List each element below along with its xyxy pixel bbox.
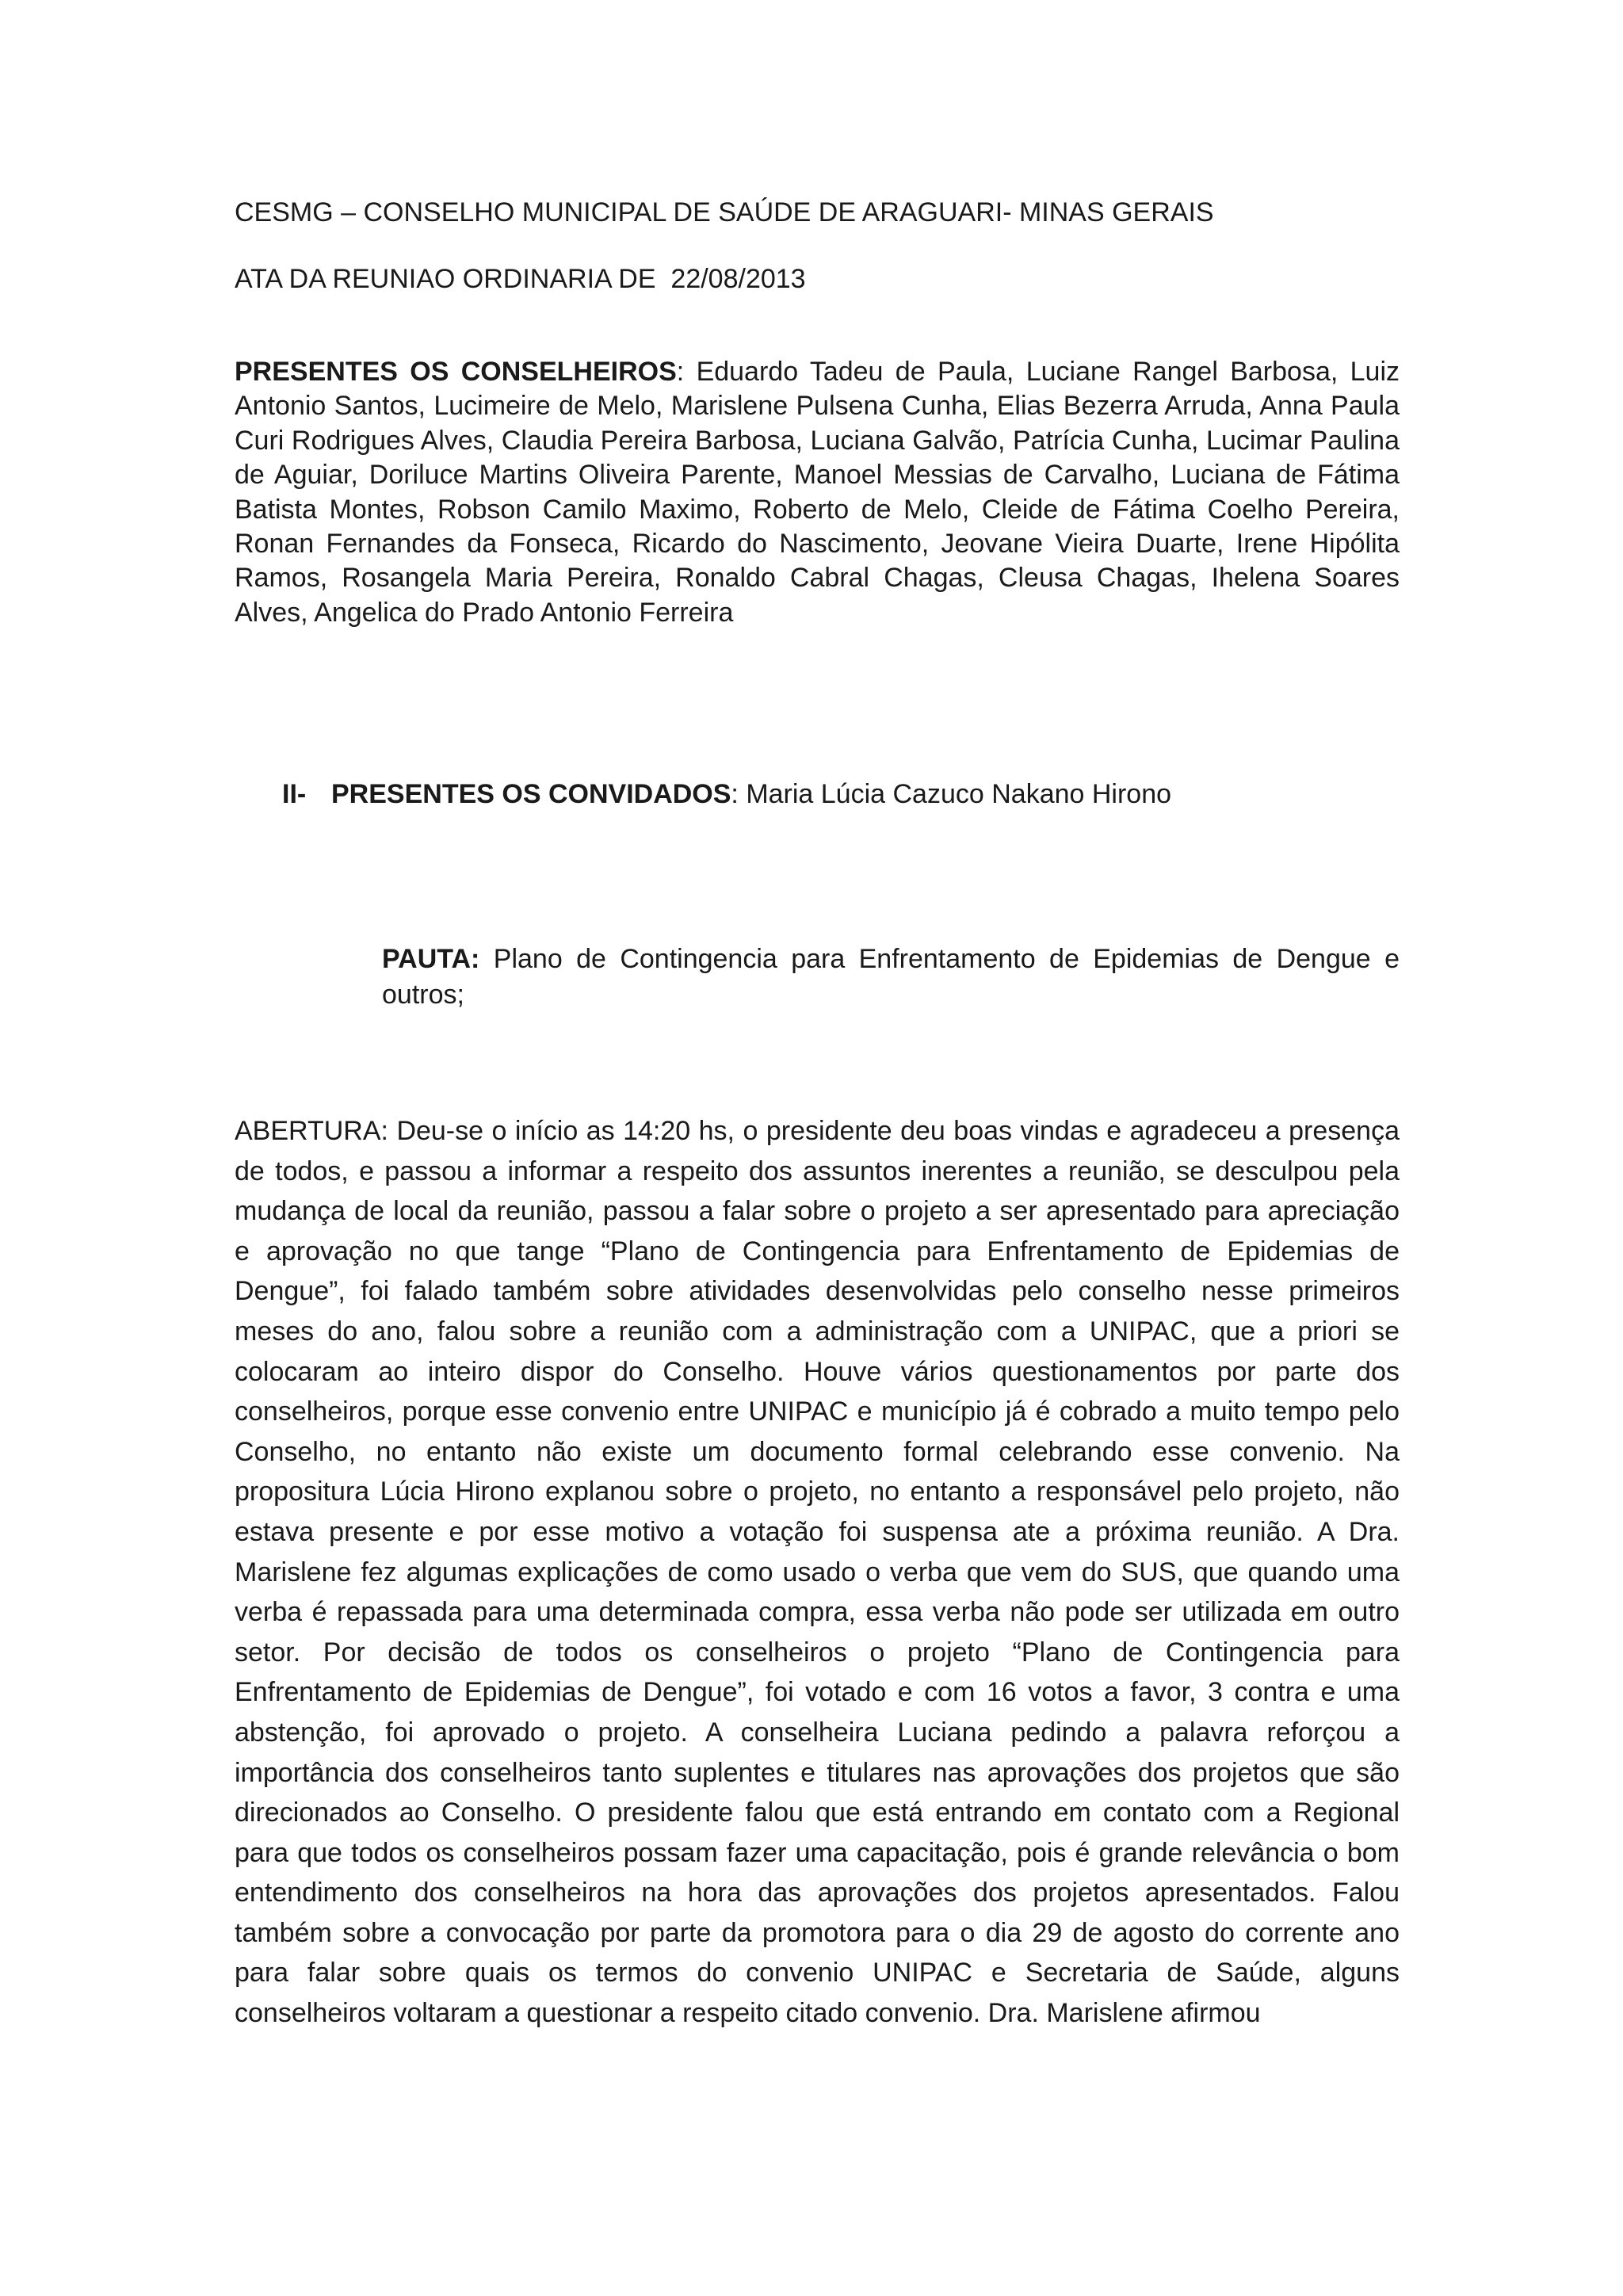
guests-list: : Maria Lúcia Cazuco Nakano Hirono xyxy=(731,779,1172,809)
councilors-label: PRESENTES OS CONSELHEIROS xyxy=(235,357,677,387)
guests-paragraph xyxy=(282,777,1392,812)
agenda-text: Plano de Contingencia para Enfrentamento de Epidemias de Dengue e outros; xyxy=(382,944,1400,1010)
agenda-paragraph xyxy=(382,942,1400,1013)
document-title: CESMG – CONSELHO MUNICIPAL DE SAÚDE DE ARAGUARI- MINAS GERAIS xyxy=(235,197,1214,227)
councilors-list: : Eduardo Tadeu de Paula, Luciane Rangel Barbosa, Luiz Antonio Santos, Lucimeire de Melo, Marislene Pulsena Cunha, Elias Bezerra Arruda, Anna Paula Curi Rodrigues Alves, Claudia Pereira Barbosa, Luciana Galvão, Patrícia Cunha, Lucimar Paulina de Aguiar, Doriluce Martins Oliveira Parente, Manoel Messias de Carvalho, Luciana de Fátima Batista Montes, Robson Camilo Maximo, Roberto de Melo, Cleide de Fátima Coelho Pereira, Ronan Fernandes da Fonseca, Ricardo do Nascimento, Jeovane Vieira Duarte, Irene Hipólita Ramos, Rosangela Maria Pereira, Ronaldo Cabral Chagas, Cleusa Chagas, Ihelena Soares Alves, Angelica do Prado Antonio Ferreira xyxy=(235,357,1400,628)
section-numeral: II- xyxy=(282,779,307,809)
councilors-paragraph xyxy=(235,355,1400,630)
opening-paragraph: ABERTURA: Deu-se o início as 14:20 hs, o presidente deu boas vindas e agradeceu a presença de todos, e passou a informar a respeito dos assuntos inerentes a reunião, se desculpou pela mudança de local da reunião, passou a falar sobre o projeto a ser apresentado para apreciação e aprovação no que tange “Plano de Contingencia para Enfrentamento de Epidemias de Dengue”, foi falado também sobre atividades desenvolvidas pelo conselho nesse primeiros meses do ano, falou sobre a reunião com a administração com a UNIPAC, que a priori se colocaram ao inteiro dispor do Conselho. Houve vários questionamentos por parte dos conselheiros, porque esse convenio entre UNIPAC e município já é cobrado a muito tempo pelo Conselho, no entanto não existe um documento formal celebrando esse convenio. Na propositura Lúcia Hirono explanou sobre o projeto, no entanto a responsável pelo projeto, não estava presente e por esse motivo a votação foi suspensa ate a próxima reunião. A Dra. Marislene fez algumas explicações de como usado o verba que vem do SUS, que quando uma verba é repassada para uma determinada compra, essa verba não pode ser utilizada em outro setor. Por decisão de todos os conselheiros o projeto “Plano de Contingencia para Enfrentamento de Epidemias de Dengue”, foi votado e com 16 votos a favor, 3 contra e uma abstenção, foi aprovado o projeto. A conselheira Luciana pedindo a palavra reforçou a importância dos conselheiros tanto suplentes e titulares nas aprovações dos projetos que são direcionados ao Conselho. O presidente falou que está entrando em contato com a Regional para que todos os conselheiros possam fazer uma capacitação, pois é grande relevância o bom entendimento dos conselheiros na hora das aprovações dos projetos apresentados. Falou também sobre a convocação por parte da promotora para o dia 29 de agosto do corrente ano para falar sobre quais os termos do convenio UNIPAC e Secretaria de Saúde, alguns conselheiros voltaram a questionar a respeito citado convenio. Dra. Marislene afirmou xyxy=(235,1116,1400,2029)
agenda-label: PAUTA: xyxy=(382,944,480,974)
meeting-date-heading: ATA DA REUNIAO ORDINARIA DE 22/08/2013 xyxy=(235,264,806,294)
guests-label: PRESENTES OS CONVIDADOS xyxy=(331,779,731,809)
